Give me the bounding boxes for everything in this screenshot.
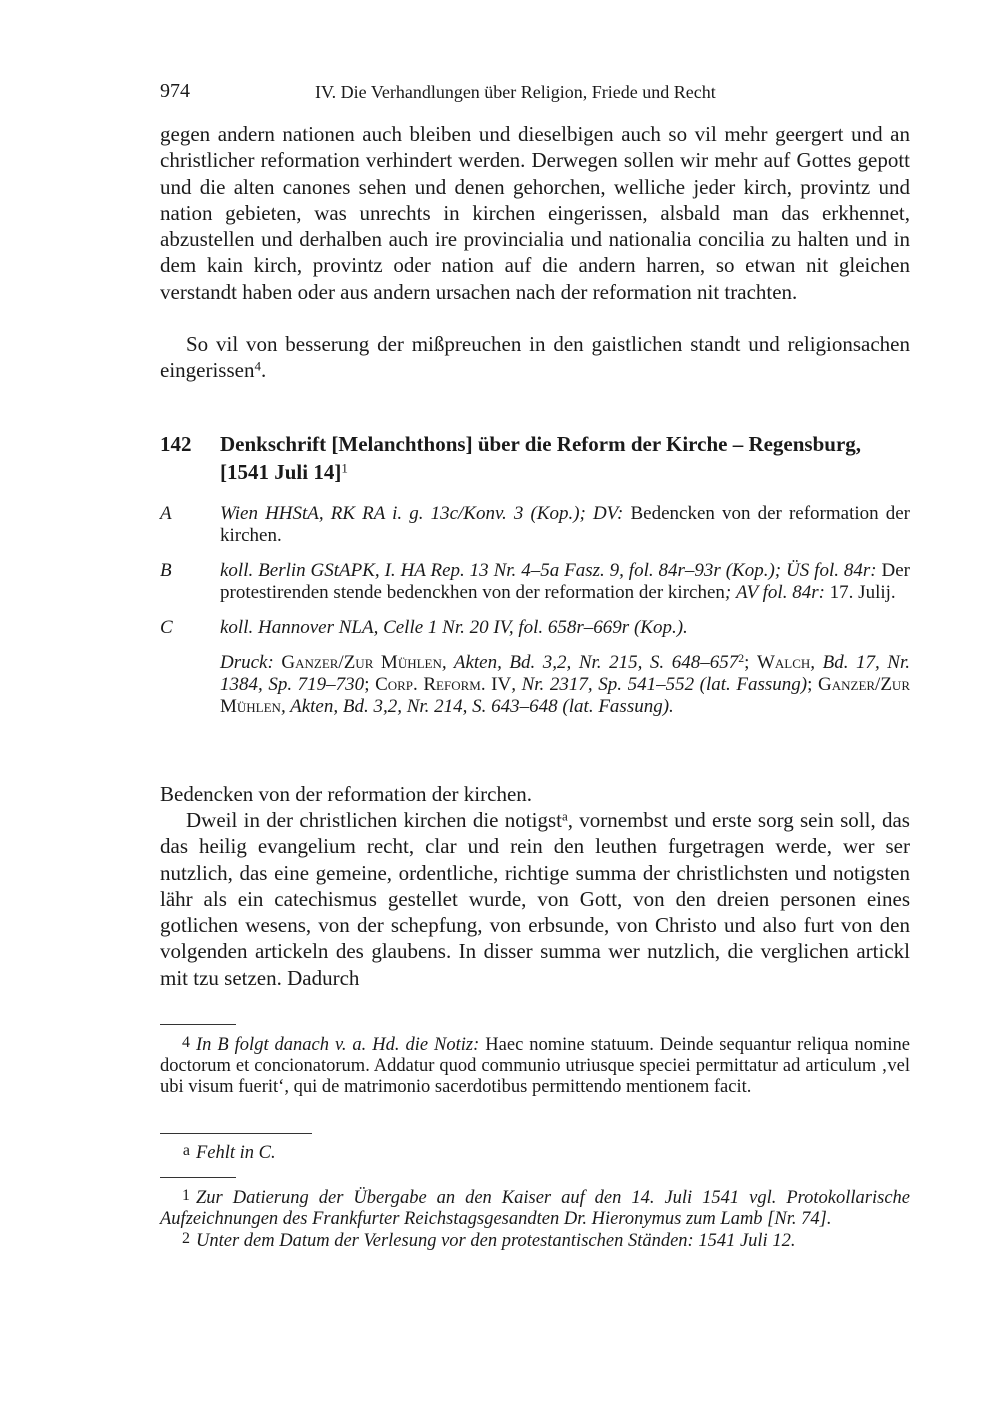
variant-ref-a: a [561,808,568,824]
running-title: IV. Die Verhandlungen über Religion, Friede und Recht [315,82,716,102]
paragraph-continued: gegen andern nationen auch bleiben und dieselbigen auch so vil mehr geergert und an christlicher reformation verhindert werden. Derwegen sollen wir mehr auf Gottes gepott und die alten canones sehen und denen gehorchen, welliche jeder kirch, provintz und nation gebieten, was unrechts in kirchen eingerissen, alsbald man das erkhennet, abzustellen und derhalben auch ire provincialia und nationalia concilia zu halten und in dem kain kirch, provintz oder nation auf die andern harren, so etwan nit gleichen verstandt haben oder aus andern ursachen nach der reformation nit trachten. [160,122,910,304]
source-c [160,617,910,639]
siglum: A [160,503,172,524]
source-apparatus [160,503,910,731]
siglum: C [160,617,173,638]
footnote-rule [160,1177,236,1178]
footnote-4: 4 In B folgt danach v. a. Hd. die Notiz: Haec nomine statuum. Deinde sequantur reliqua nomine doctorum et concionatorum. Addatur quod communio utriusque speciei permittatur ad articulum ‚vel ubi visum fuerit‘, qui de matrimonio sacerdotibus permittendo mentionem facit. [160,1034,911,1097]
druck-label: Druck: [220,652,274,673]
footnote-ref-1: 1 [341,460,348,476]
source-us: Der protestirenden stende bedenckhen von der reformation der kirchen [220,560,911,603]
source-dv: Bedencken von der reformation der kirchen. [220,503,910,546]
source-b: B koll. Berlin GStAPK, I. HA Rep. 13 Nr. 4–5a Fasz. 9, fol. 84r–93r (Kop.); ÜS fol. 84r: Der protestirenden stende bedenckhen von der reformation der kirchen; AV fol. 84r: 17. Julij. [160,560,911,603]
document-text-title: Bedencken von der reformation der kirchen. [160,782,533,806]
footnote-ref-2: 2 [738,652,745,666]
page-number: 974 [160,80,190,102]
footnote-ref-4: 4 [254,358,261,374]
print-editions: Druck: Ganzer/Zur Mühlen, Akten, Bd. 3,2, Nr. 215, S. $648-657^2$; Walch, Bd. 17, Nr. 1384, Sp. 719–730; Corp. Reform. IV, Nr. 2317, Sp. 541–552 (lat. Fassung); Ganzer/Zur Mühlen, Akten, Bd. 3,2, Nr. 214, S. 643–648 (lat. Fassung). [220,652,911,717]
variant-rule [160,1133,312,1134]
source-av-label: AV fol. 84r: [735,582,825,603]
paragraph-closing-text: So vil von besserung der mißpreuchen in den gaistlichen standt und religionsachen eingerissen [160,332,910,383]
source-location: koll. Hannover NLA, Celle 1 Nr. 20 IV, fol. 658r–669r (Kop.). [220,617,688,638]
source-av: 17. Julij. [829,582,896,603]
footnote-2: 2 Unter dem Datum der Verlesung vor den protestantischen Ständen: 1541 Juli 12. [182,1230,796,1251]
source-location: Wien HHStA, RK RA i. g. 13c/Konv. 3 (Kop.); DV: [220,503,624,524]
paragraph-closing: So vil von besserung der mißpreuchen in den gaistlichen standt und religionsachen eingerissen$^4$. [160,332,910,383]
source-location: koll. Berlin GStAPK, I. HA Rep. 13 Nr. 4–5a Fasz. 9, fol. 84r–93r (Kop.); ÜS fol. 84r: [220,560,877,581]
document-number: 142 [160,432,192,456]
siglum: B [160,560,172,581]
document-text-paragraph: Dweil in der christlichen kirchen die notigst$^a$, vornembst und erste sorg sein soll, das das heilig evangelium recht, clar und rein den leuthen furgetragen werde, wer ser nutzlich, das eine gemeine, ordentliche, richtige summa der christlichsten und notigsten lähr als ein catechismus gestellet wurde, von Gott, von den dreien personen eines gotlichen wesens, von der schepfung, von erbsunde, von Christo und also furt von den volgenden artickeln des glaubens. In disser summa wer nutzlich, die verglichen artickl mit tzu setzen. Dadurch [160,808,910,990]
footnote-rule [160,1024,236,1025]
document-title: Denkschrift [Melanchthons] über die Reform der Kirche – Regensburg, [1541 Juli 14]$^1$ [220,432,862,484]
variant-note-a: a Fehlt in C. [182,1142,276,1163]
source-a [160,503,910,547]
footnote-1: 1 Zur Datierung der Übergabe an den Kaiser auf den 14. Juli 1541 vgl. Protokollarische Aufzeichnungen des Frankfurter Reichstagsgesandten Dr. Hieronymus zum Lamb [Nr. 74]. [160,1187,910,1229]
